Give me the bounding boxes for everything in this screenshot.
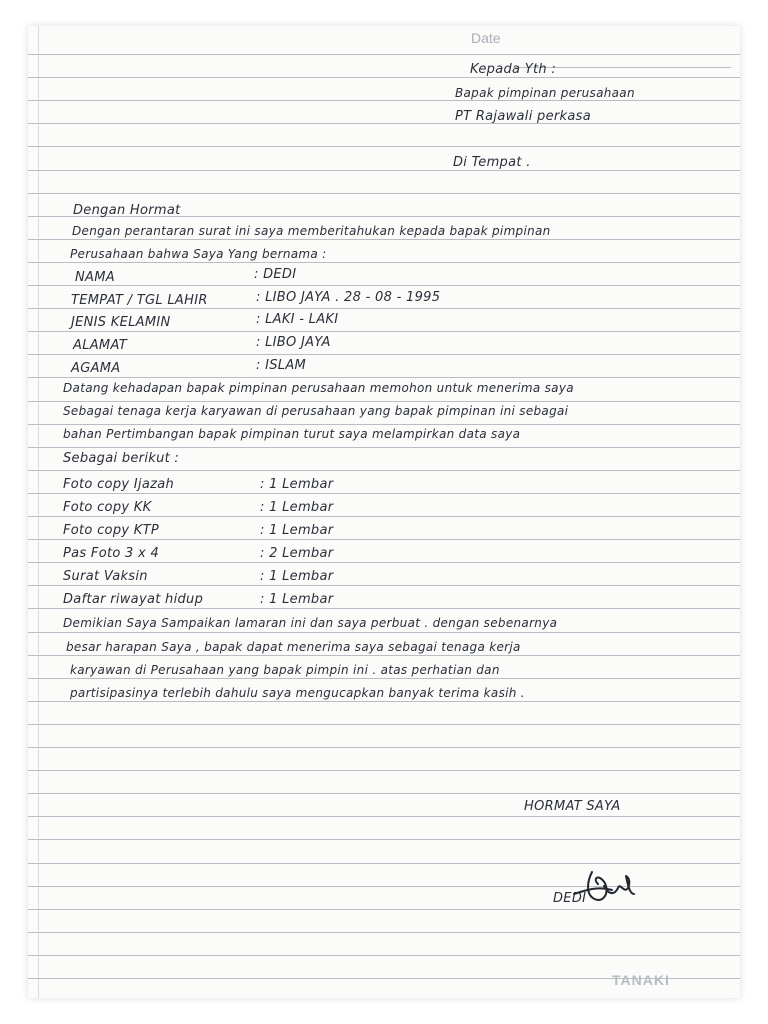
ruled-line (28, 516, 740, 517)
ruled-line (28, 493, 740, 494)
attachment-item: Surat Vaksin (63, 569, 148, 584)
attachment-item: Foto copy Ijazah (63, 477, 175, 492)
attachment-qty: : 1 Lembar (260, 569, 334, 584)
ruled-line (28, 816, 740, 817)
request-line: Sebagai tenaga kerja karyawan di perusahaan yang bapak pimpinan ini sebagai (63, 404, 569, 418)
ruled-line (28, 678, 740, 679)
ruled-line (28, 655, 740, 656)
attachment-qty: : 1 Lembar (260, 477, 334, 492)
ruled-line (28, 377, 740, 378)
ruled-line (28, 100, 740, 101)
ruled-line (28, 262, 740, 263)
signer-name: DEDI (553, 891, 587, 906)
salutation: HORMAT SAYA (524, 799, 621, 814)
ruled-line (28, 932, 740, 933)
date-label: Date (471, 30, 501, 46)
ruled-line (28, 54, 740, 55)
ruled-line (28, 123, 740, 124)
request-line: Datang kehadapan bapak pimpinan perusahaan memohon untuk menerima saya (63, 381, 574, 395)
ruled-line (28, 146, 740, 147)
field-value: : LIBO JAYA (256, 335, 331, 350)
field-value: : LAKI - LAKI (256, 312, 339, 327)
ruled-line (28, 770, 740, 771)
ruled-line (28, 239, 740, 240)
ruled-line (28, 562, 740, 563)
closing-line: partisipasinya terlebih dahulu saya mengucapkan banyak terima kasih . (70, 686, 525, 700)
field-label: ALAMAT (73, 338, 127, 353)
field-label: NAMA (75, 270, 115, 285)
recipient-line: PT Rajawali perkasa (455, 109, 591, 124)
attachment-item: Foto copy KK (63, 500, 152, 515)
ruled-line (28, 424, 740, 425)
ruled-line (28, 331, 740, 332)
attachment-item: Foto copy KTP (63, 523, 159, 538)
closing-line: besar harapan Saya , bapak dapat menerima saya sebagai tenaga kerja (66, 640, 521, 654)
greeting: Dengan Hormat (73, 203, 181, 218)
ruled-line (28, 608, 740, 609)
margin-line (38, 26, 39, 998)
ruled-line (28, 793, 740, 794)
ruled-line (28, 632, 740, 633)
ruled-line (28, 839, 740, 840)
paper-brand-logo: TANAKI (612, 972, 670, 988)
ruled-line (28, 170, 740, 171)
ruled-line (28, 77, 740, 78)
ruled-line (28, 285, 740, 286)
attachment-qty: : 2 Lembar (260, 546, 334, 561)
ruled-line (28, 585, 740, 586)
ruled-line (28, 701, 740, 702)
ruled-line (28, 747, 740, 748)
attachment-qty: : 1 Lembar (260, 523, 334, 538)
field-label: JENIS KELAMIN (71, 315, 171, 330)
letter-paper (28, 26, 740, 998)
attachment-qty: : 1 Lembar (260, 592, 334, 607)
ruled-line (28, 909, 740, 910)
attachment-qty: : 1 Lembar (260, 500, 334, 515)
recipient-line: Kepada Yth : (470, 62, 557, 77)
ruled-line (28, 354, 740, 355)
ruled-line (28, 447, 740, 448)
intro-line: Dengan perantaran surat ini saya memberitahukan kepada bapak pimpinan (72, 224, 551, 238)
recipient-line: Bapak pimpinan perusahaan (455, 86, 635, 100)
ruled-line (28, 539, 740, 540)
field-value: : ISLAM (256, 358, 307, 373)
attachment-item: Daftar riwayat hidup (63, 592, 204, 607)
request-line: Sebagai berikut : (63, 451, 180, 466)
ruled-line (28, 308, 740, 309)
ruled-line (28, 724, 740, 725)
ruled-line (28, 955, 740, 956)
field-label: AGAMA (71, 361, 121, 376)
request-line: bahan Pertimbangan bapak pimpinan turut saya melampirkan data saya (63, 427, 521, 441)
closing-line: Demikian Saya Sampaikan lamaran ini dan saya perbuat . dengan sebenarnya (63, 616, 558, 630)
field-value: : DEDI (254, 267, 297, 282)
field-label: TEMPAT / TGL LAHIR (71, 293, 208, 308)
recipient-line: Di Tempat . (453, 155, 531, 170)
ruled-line (28, 470, 740, 471)
attachment-item: Pas Foto 3 x 4 (63, 546, 160, 561)
ruled-line (28, 401, 740, 402)
ruled-line (28, 193, 740, 194)
field-value: : LIBO JAYA . 28 - 08 - 1995 (256, 290, 441, 305)
intro-line: Perusahaan bahwa Saya Yang bernama : (70, 247, 327, 261)
closing-line: karyawan di Perusahaan yang bapak pimpin ini . atas perhatian dan (70, 663, 500, 677)
